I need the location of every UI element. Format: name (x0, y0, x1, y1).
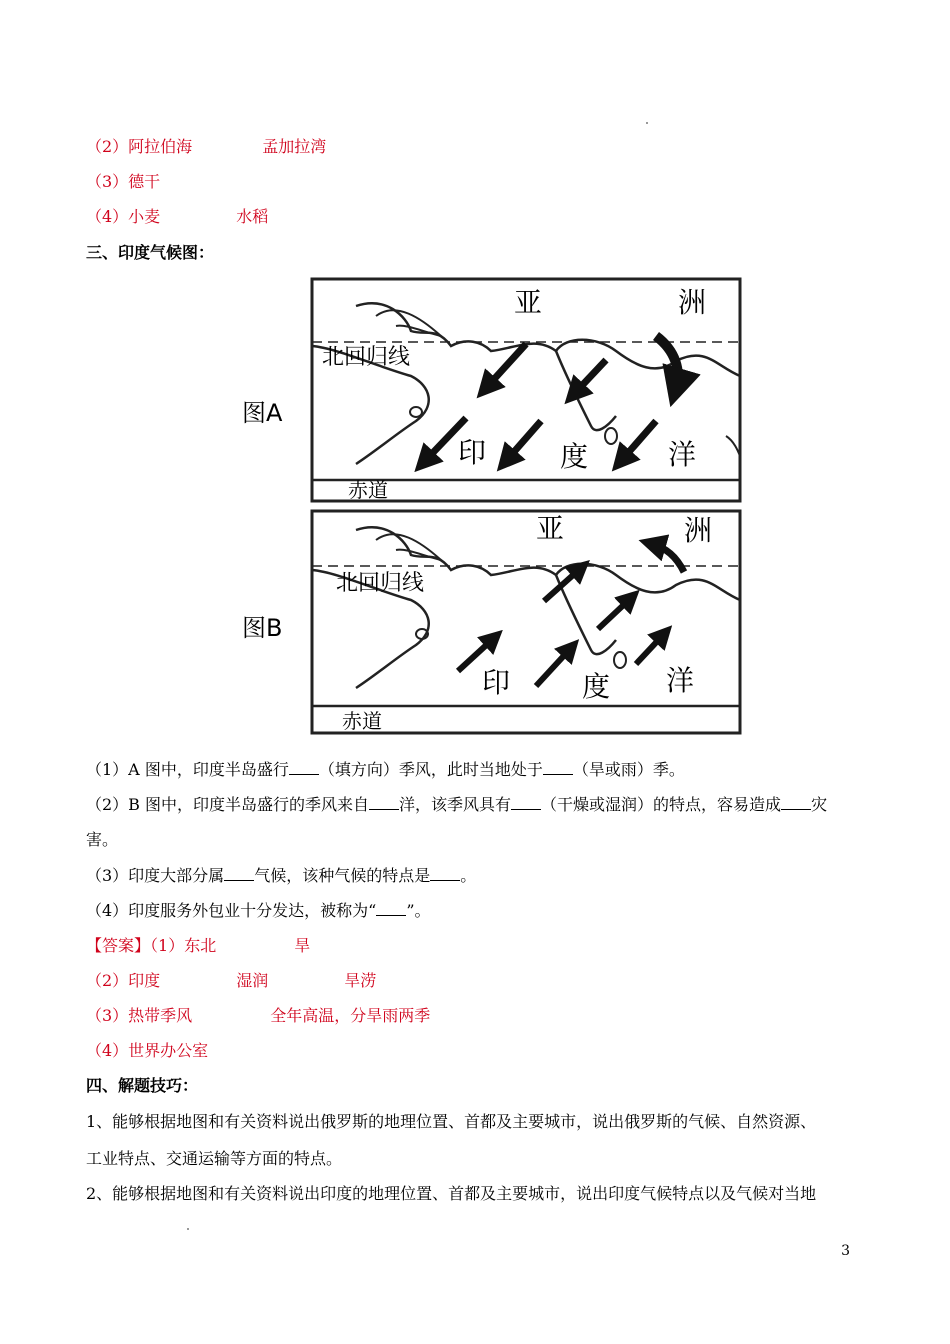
question-2-part-b: 洋，该季风具有 (399, 795, 512, 814)
blank (430, 866, 460, 881)
answer-3 (86, 1006, 430, 1026)
tip-1-line-1: 1、能够根据地图和有关资料说出俄罗斯的地理位置、首都及主要城市，说出俄罗斯的气候、自然资源、 (86, 1112, 817, 1131)
map-a-ocean-3: 洋 (668, 438, 697, 471)
page-number: 3 (841, 1243, 850, 1259)
blank (543, 760, 573, 775)
question-2 (86, 795, 827, 815)
map-a-label: 图A (242, 399, 283, 427)
question-2-cont: 害。 (86, 830, 119, 849)
map-b-ocean-3: 洋 (666, 664, 695, 697)
prev-answer-3 (86, 172, 160, 192)
answer-1-label: （1）东北 (150, 936, 217, 955)
map-a-equator-label: 赤道 (348, 478, 388, 502)
question-3-part-b: 气候，该种气候的特点是 (254, 866, 431, 885)
tip-2-line-1: 2、能够根据地图和有关资料说出印度的地理位置、首都及主要城市，说出印度气候特点以及气候对当地 (86, 1184, 817, 1203)
blank (511, 795, 541, 810)
scan-dot (187, 1228, 189, 1230)
tip-1-line-2: 工业特点、交通运输等方面的特点。 (86, 1149, 343, 1168)
question-2-part-a: （2）B 图中，印度半岛盛行的季风来自 (86, 795, 370, 814)
answer-4-label: （4）世界办公室 (86, 1041, 209, 1060)
prev-answer-3-label: （3）德干 (86, 172, 161, 191)
prev-answer-4-label: （4）小麦 (86, 207, 161, 226)
question-2-part-c: （干燥或湿润）的特点，容易造成 (541, 795, 782, 814)
scan-dot (646, 122, 648, 124)
question-3 (86, 866, 476, 886)
prev-answer-4-second: 水稻 (236, 207, 269, 226)
answer-tag: 【答案】 (86, 936, 151, 955)
answer-3-label: （3）热带季风 (86, 1006, 193, 1025)
map-b-asia-2: 洲 (684, 514, 713, 547)
blank (289, 760, 319, 775)
question-4-part-b: ”。 (406, 901, 431, 920)
question-1-part-a: （1）A 图中，印度半岛盛行 (86, 760, 289, 779)
answer-4 (86, 1041, 208, 1061)
map-a-tropic-label: 北回归线 (322, 345, 411, 370)
answer-2-third: 旱涝 (344, 971, 377, 990)
blank (369, 795, 399, 810)
map-a-ocean-1: 印 (458, 436, 487, 469)
prev-answer-2-label: （2）阿拉伯海 (86, 137, 193, 156)
answer-1 (86, 936, 310, 956)
blank (781, 795, 811, 810)
india-climate-figure (236, 276, 746, 738)
map-a-asia-2: 洲 (678, 286, 707, 319)
blank (224, 866, 254, 881)
question-3-part-a: （3）印度大部分属 (86, 866, 225, 885)
answer-1-second: 旱 (294, 936, 311, 955)
blank (376, 901, 406, 916)
map-b-label: 图B (242, 614, 283, 642)
question-2-part-d: 灾 (811, 795, 828, 814)
question-1 (86, 760, 685, 780)
map-b-ocean-2: 度 (582, 670, 611, 703)
map-b-tropic-label: 北回归线 (336, 571, 425, 596)
answer-2-second: 湿润 (236, 971, 269, 990)
map-b-equator-label: 赤道 (342, 709, 382, 733)
map-a-ocean-2: 度 (560, 440, 589, 473)
question-3-part-c: 。 (460, 866, 477, 885)
question-1-part-b: （填方向）季风，此时当地处于 (318, 760, 543, 779)
prev-answer-2-second: 孟加拉湾 (262, 137, 327, 156)
map-b-ocean-1: 印 (482, 666, 511, 699)
question-4-part-a: （4）印度服务外包业十分发达，被称为“ (86, 901, 377, 920)
answer-2-label: （2）印度 (86, 971, 161, 990)
prev-answer-4 (86, 207, 268, 227)
map-b (242, 511, 740, 733)
map-a (242, 279, 740, 502)
answer-2 (86, 971, 376, 991)
section4-heading: 四、解题技巧： (86, 1076, 199, 1095)
map-b-asia-1: 亚 (536, 512, 565, 545)
map-a-asia-1: 亚 (514, 286, 543, 319)
question-4 (86, 901, 431, 921)
answer-3-second: 全年高温，分旱雨两季 (270, 1006, 431, 1025)
prev-answer-2 (86, 137, 326, 157)
question-1-part-c: （旱或雨）季。 (572, 760, 685, 779)
section3-heading: 三、印度气候图： (86, 243, 215, 262)
